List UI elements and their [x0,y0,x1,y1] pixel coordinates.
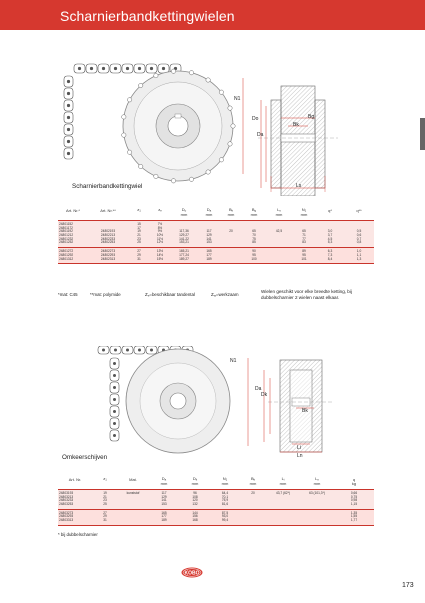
table-cell: 64,4 70,1 75,9 81,6 [210,489,240,509]
mat-c45-note: *mat: C45 [58,292,78,297]
col-unit [92,482,118,489]
col-header: $B_k$ [228,207,234,213]
mat-polymide-note: **mat: polymide [90,292,121,297]
col-unit: mm [242,213,266,220]
return-wheel-figure [58,346,368,466]
sprocket-figure [58,56,368,196]
table-cell: 117 129 141 153 [198,220,220,247]
table-cell [266,248,292,264]
col-header: q* [328,207,332,213]
col-unit: mm [266,482,300,489]
col-unit [88,213,128,220]
table-cell: 42,5 [266,220,292,247]
dim-label-ln: Ln [297,453,303,459]
table-cell [220,248,242,264]
table-cell [266,509,300,525]
dim-label-bg: Bg [308,114,315,120]
table-cell: 6,3 7,3 8,4 [316,248,344,264]
table-cell: 117,36 129,27 141,22 153,21 [170,220,198,247]
dim-label-ls: Ls [296,183,302,189]
col-header: Art. Nr.** [100,207,116,213]
zw-note: $Z_w=werkzaam$ [211,292,239,298]
sprocket-caption: Scharnierbandkettingwiel [72,183,143,190]
table-cell [118,509,148,525]
col-unit: mm [210,482,240,489]
col-unit [118,482,148,489]
return-wheel-spec-table [58,475,374,526]
dim-label-dk-2: Dk [261,392,268,398]
col-unit: mm [170,213,198,220]
table-cell [300,509,334,525]
col-unit: mm [240,482,266,489]
table-cell: 13½ 14½ 15½ [150,248,170,264]
table-cell: 89 95 101 [292,248,316,264]
col-unit [150,213,170,220]
dubbel-note: * bij dubbelscharnier [58,532,98,537]
table-cell: 19 21 23 25 [92,489,118,509]
col-header: $D_o$ [181,207,187,213]
col-unit: mm [292,213,316,220]
col-unit [58,213,88,220]
table-cell: 90 95 100 [242,248,266,264]
col-unit [344,213,374,220]
table-cell: 144 156 168 [180,509,210,525]
table-cell: 27 29 31 [92,509,118,525]
table-cell [240,509,266,525]
col-header: $z_1$ [103,476,107,482]
page-number: 173 [402,582,414,589]
table-cell: 7½ 8½ 9½ 10½ 11½ 12½ [150,220,170,247]
table-cell: 165 177 189 [198,248,220,264]
col-unit: mm [266,213,292,220]
table-cell: 1,0 1,1 1,3 [344,248,374,264]
dim-label-n1-2: N1 [230,358,237,364]
col-unit: mm [198,213,220,220]
sprocket-spec-table [58,206,374,264]
table-cell: 96 108 120 132 [180,489,210,509]
table-cell: 15 17 19 21 23 25 [128,220,150,247]
table-cell: 20 [240,489,266,509]
table-cell: 165,21 177,24 189,27 [170,248,198,264]
ze-note: $Z_e=beschikbaar$ tandental [145,292,195,298]
table-cell: 65 70 75 85 [242,220,266,247]
table-cell: 27 29 31 [128,248,150,264]
col-unit [316,213,344,220]
col-header: $L_s$ [277,207,281,213]
dim-label-bk: Bk [293,122,299,128]
col-header: $L_n$ [315,476,319,482]
col-header: $D_k$ [192,476,198,482]
col-header: $z_e$ [158,207,162,213]
col-unit: mm [300,482,334,489]
col-header: $L_i$ [281,476,285,482]
col-unit: mm [220,213,242,220]
dim-label-da: Da [257,132,264,138]
table-row-group [58,489,374,509]
table-cell: 24801152 24801172 24801192 24801212 24801232 24801252 [58,220,88,247]
table-cell: kunststof [118,489,148,509]
table-cell: 24801272 24801292 24801312 [58,248,88,264]
col-unit [58,482,92,489]
table-cell: 24803273 24803293 24803313 [58,509,92,525]
col-header: $N_1$ [222,476,228,482]
dim-label-li: Li [297,445,301,451]
table-row-group [58,220,374,247]
table-cell: 3,0 3,7 4,5 5,3 [316,220,344,247]
col-header: $N_1$ [301,207,307,213]
col-unit: kg [334,482,374,489]
table-cell: 20 [220,220,242,247]
col-header: Art. Nr. [68,476,82,482]
table-cell: 43,7 (62*) [266,489,300,509]
table-cell: 0,66 0,75 0,98 1,15 [334,489,374,509]
col-unit [128,213,150,220]
kobo-logo [181,565,203,576]
table-cell: 24802193 24802213 24802233 24802253 [88,220,128,247]
page-header [0,0,425,30]
col-header: q** [356,207,362,213]
col-header: q [352,476,356,482]
dim-label-da-2: Da [255,386,262,392]
col-header: $B_g$ [251,207,257,213]
side-tab-marker [420,118,425,150]
kobo-logo-icon [181,567,203,578]
table-cell: 24802273 24802293 24802313 [88,248,128,264]
table-cell: 1,35 1,55 1,77 [334,509,374,525]
col-unit: mm [148,482,180,489]
table-cell: 65 71 77 83 [292,220,316,247]
table-cell: 63 (101,3*) [300,489,334,509]
col-header: Mat. [129,476,137,482]
table-cell: 24803193 24803213 24803233 24803253 [58,489,92,509]
table-row-group [58,248,374,264]
width-note: Wielen geschikt voor elke breedte ketting, bij dubbelscharnier 2 wielen naast elkaar. [261,289,352,300]
col-header: Art. Nr.* [65,207,80,213]
dim-label-bk-2: Bk [302,408,308,414]
dim-label-do: Do [252,116,259,122]
page-title: Scharnierbandkettingwielen [60,8,235,24]
table-cell: 87,5 93,0 99,4 [210,509,240,525]
col-header: $B_k$ [250,476,256,482]
table-cell: 117 129 141 153 [148,489,180,509]
col-header: $D_a$ [161,476,167,482]
table-row-group [58,509,374,525]
col-unit: mm [180,482,210,489]
sprocket-drawing [58,56,368,196]
col-header: $D_a$ [206,207,212,213]
kobo-logo-text: KOBO [184,570,200,577]
col-header: $z_1$ [137,207,141,213]
return-wheel-drawing [58,346,368,466]
dim-label-n1: N1 [234,96,241,102]
return-wheel-caption: Omkeerschijven [62,454,108,461]
table-cell: 0,5 0,6 0,7 0,8 [344,220,374,247]
table-cell: 165 177 189 [148,509,180,525]
